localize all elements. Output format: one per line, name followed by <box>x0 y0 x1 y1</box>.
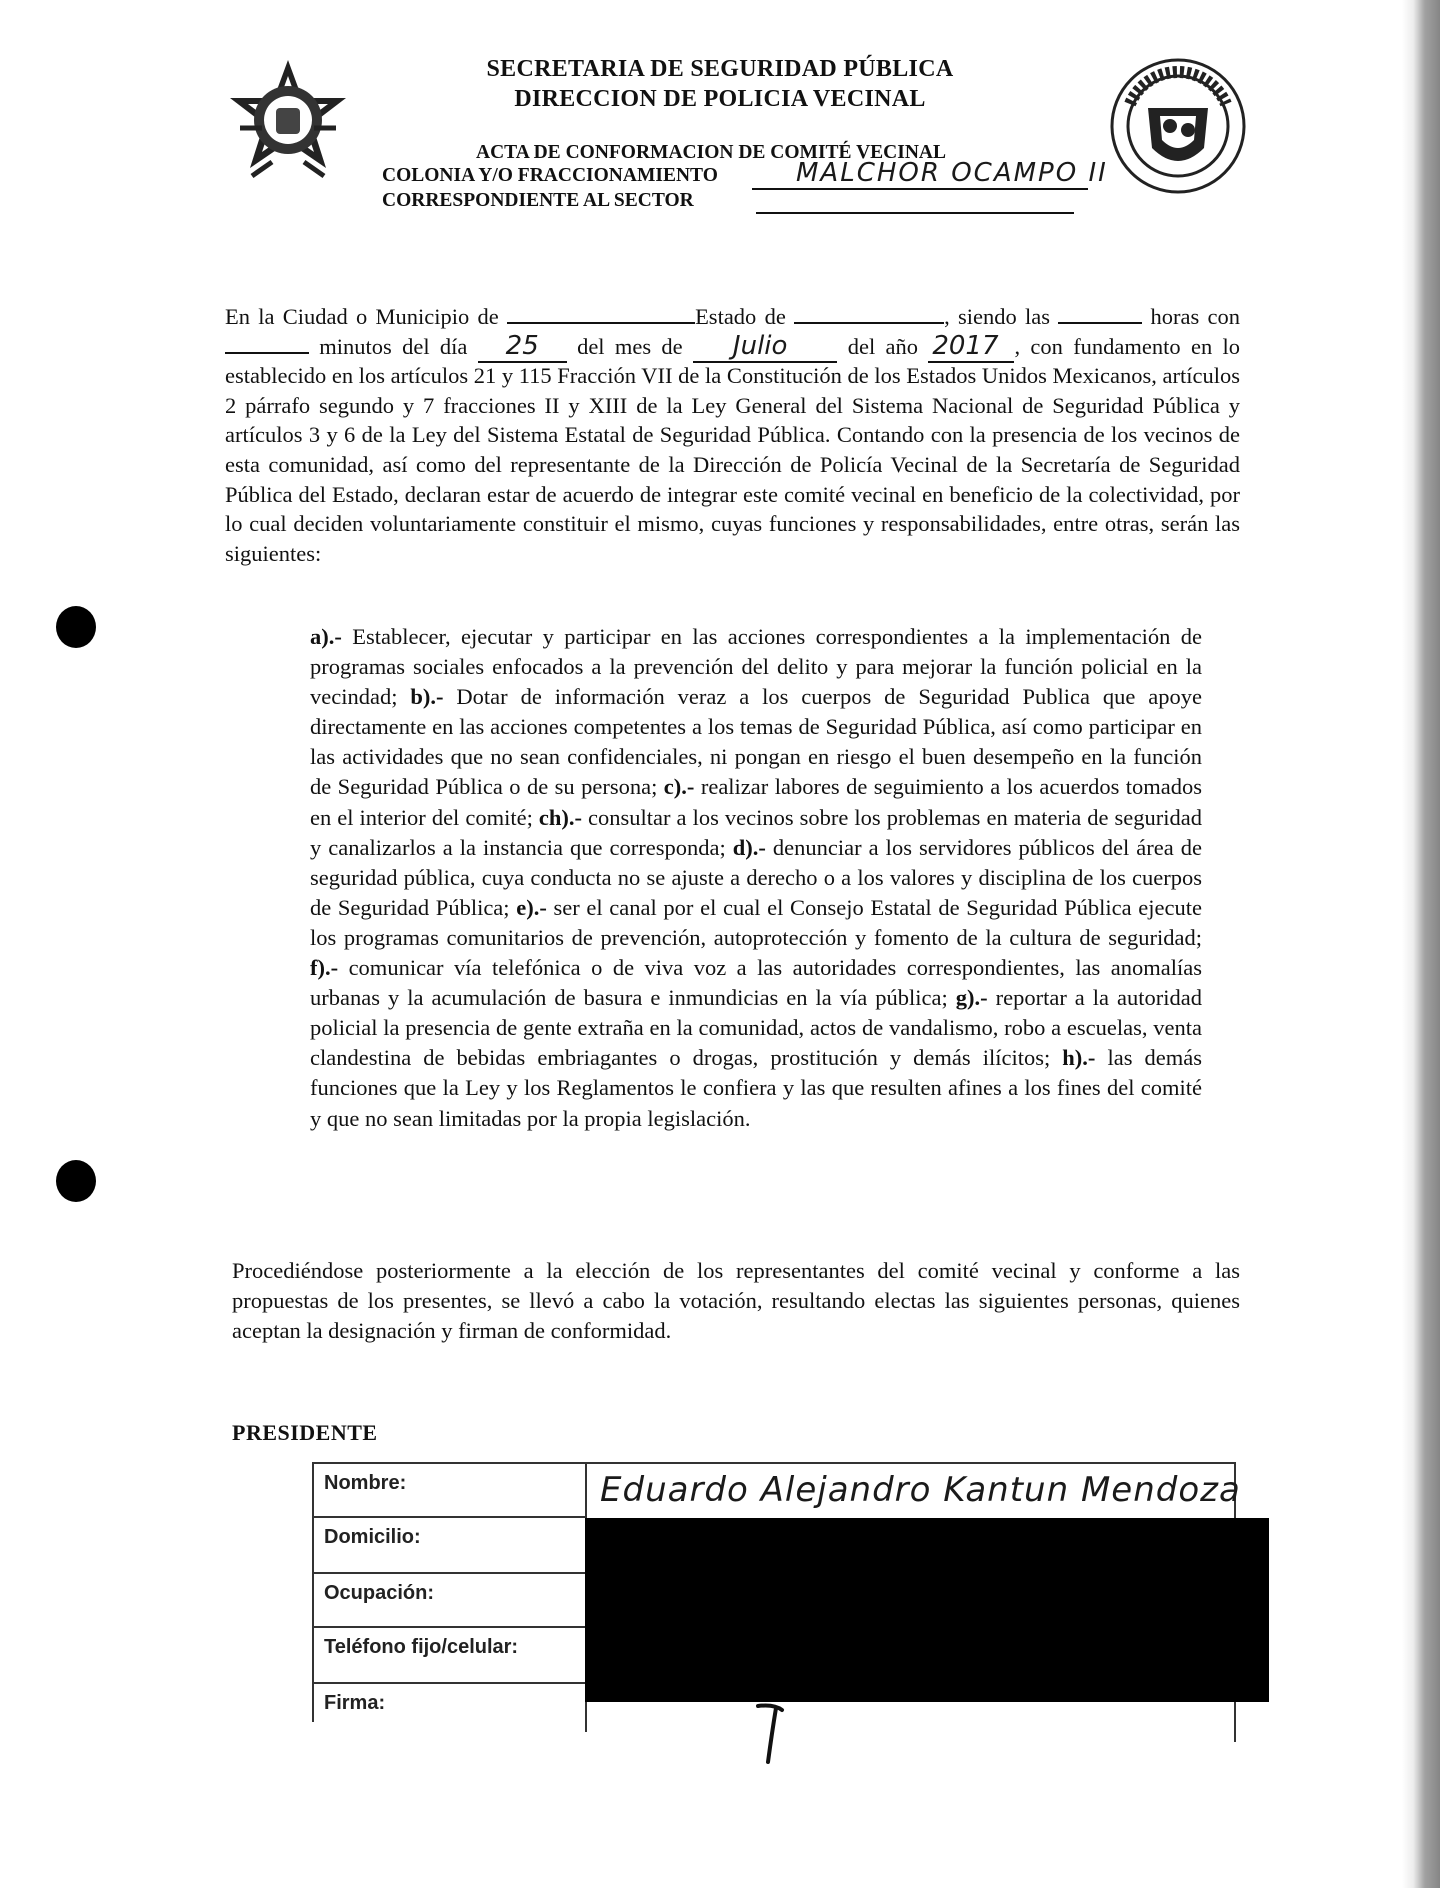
ocupacion-label: Ocupación: <box>324 1582 435 1604</box>
department-title: DIRECCION DE POLICIA VECINAL <box>514 86 926 112</box>
function-g-text: reportar a la autoridad policial la presencia de gente extraña en la comunidad, actos de vandalismo, robo a escuelas, venta clandestina de bebidas embriagantes o drogas, prostitución y demás ilícitos; <box>310 985 1202 1071</box>
minutos-blank <box>225 334 309 354</box>
function-c-text: realizar labores de seguimiento a los acuerdos tomados en el interior del comité; <box>310 774 1203 830</box>
function-a-text: Establecer, ejecutar y participar en las acciones correspondientes a la implementación de programas sociales enfocados a la prevención del delito y para mejorar la función policial en la vecindad; <box>310 624 1202 710</box>
month-value: Julio <box>693 331 838 363</box>
function-d-text: denunciar a los servidores públicos del área de seguridad pública, cuya conducta no se ajuste a derecho o a los valores y disciplina de los cuerpos de Seguridad Pública; <box>310 834 1202 920</box>
colonia-underline <box>752 188 1088 190</box>
scan-edge-shadow <box>1402 0 1440 1888</box>
agency-title: SECRETARIA DE SEGURIDAD PÚBLICA <box>486 56 954 82</box>
punch-hole-top <box>56 606 96 648</box>
function-ch-text: consultar a los vecinos sobre los problemas en materia de seguridad y canalizarlos a la instancia que corresponda; <box>310 804 1202 860</box>
closing-paragraph: Procediéndose posteriormente a la elección de los representantes del comité vecinal y conforme a las propuestas de los presentes, se llevó a cabo la votación, resultando electas las siguientes personas, quienes aceptan la designación y firman de conformidad. <box>232 1258 1240 1343</box>
function-a-label: a).- <box>310 624 342 649</box>
nombre-value: Eduardo Alejandro Kantun Mendoza <box>600 1470 1241 1510</box>
year-value: 2017 <box>928 331 1014 363</box>
function-f-text: comunicar vía telefónica o de viva voz a las autoridades correspondientes, las anomalías urbanas y la acumulación de basura e inmundicias en la vía pública; <box>310 955 1202 1011</box>
signature-stroke-icon <box>752 1702 792 1768</box>
section-title-presidente: PRESIDENTE <box>232 1420 378 1445</box>
nombre-label: Nombre: <box>324 1472 407 1494</box>
colonia-value: MALCHOR OCAMPO II <box>796 158 1108 188</box>
intro-paragraph: En la Ciudad o Municipio de Estado de , siendo las horas con minutos del día 25 del mes de Julio del año 2017 , con fundamento en lo establecido en los artículos 21 y 115 Fracción VII de la Constitución de los Estados Unidos Mexicanos, artículos 2 párrafo segundo y 7 fracciones II y XIII de la Ley General del Sistema Nacional de Seguridad Pública y artículos 3 y 6 de la Ley del Sistema Estatal de Seguridad Pública. Contando con la presencia de los vecinos de esta comunidad, así como del representante de la Dirección de Policía Vecinal de la Secretaría de Seguridad Pública del Estado, declaran estar de acuerdo de integrar este comité vecinal en beneficio de la colectividad, por lo cual deciden voluntariamente constituir el mismo, cuyas funciones y responsabilidades, entre otras, serán las siguientes: <box>225 304 1241 566</box>
function-f-label: f).- <box>310 955 339 981</box>
redaction-block <box>585 1518 1269 1702</box>
telefono-label: Teléfono fijo/celular: <box>324 1636 519 1658</box>
day-value: 25 <box>478 331 567 363</box>
estado-blank <box>794 304 944 324</box>
function-d-label: d).- <box>732 834 766 860</box>
colonia-label: COLONIA Y/O FRACCIONAMIENTO <box>382 165 718 186</box>
sector-underline <box>756 212 1074 214</box>
function-b-text: Dotar de información veraz a los cuerpos de Seguridad Publica que apoye directamente en las acciones competentes a los temas de Seguridad Pública, así como participar en las actividades que no sean confidenciales, ni pongan en riesgo el buen desempeño en la función de Seguridad Pública o de su persona; <box>310 684 1203 800</box>
function-h-label: h).- <box>1062 1045 1096 1071</box>
function-b-label: b).- <box>410 684 444 710</box>
function-c-label: c).- <box>663 774 695 800</box>
function-e-label: e).- <box>516 894 547 920</box>
firma-label: Firma: <box>324 1692 386 1714</box>
domicilio-label: Domicilio: <box>324 1526 421 1548</box>
function-h-text: las demás funciones que la Ley y los Reglamentos le confiera y las que resulten afines a los fines del comité y que no sean limitadas por la propia legislación. <box>310 1045 1202 1131</box>
municipio-blank <box>507 304 695 324</box>
horas-blank <box>1058 304 1142 324</box>
function-g-label: g).- <box>955 985 988 1011</box>
function-ch-label: ch).- <box>538 804 582 830</box>
function-e-text: ser el canal por el cual el Consejo Estatal de Seguridad Pública ejecute los programas comunitarios de prevención, autoprotección y fomento de la cultura de seguridad; <box>310 894 1202 950</box>
sector-label: CORRESPONDIENTE AL SECTOR <box>382 190 694 211</box>
punch-hole-bottom <box>56 1160 96 1202</box>
act-title: ACTA DE CONFORMACION DE COMITÉ VECINAL <box>476 142 947 163</box>
functions-list <box>310 622 1202 1134</box>
